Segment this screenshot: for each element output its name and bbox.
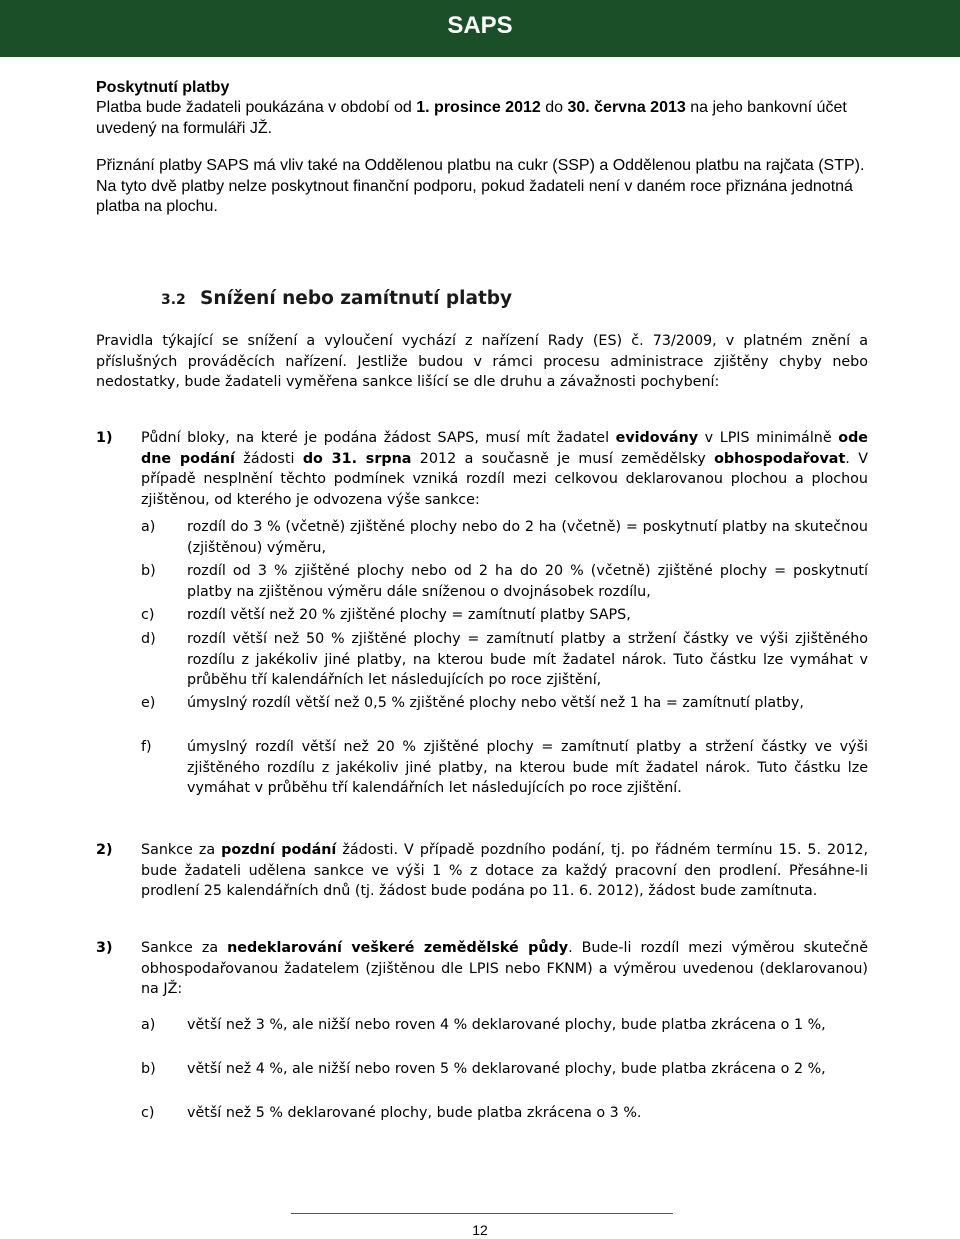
- item-3-sub-b: větší než 4 %, ale nižší nebo roven 5 % deklarované plochy, bude platba zkrácena o 2 %,: [187, 1061, 826, 1077]
- item-3-sub-a-letter: a): [141, 1017, 156, 1033]
- page-title: SAPS: [447, 12, 513, 39]
- item-3-text: Sankce za nedeklarování veškeré zemědělské půdy. Bude-li rozdíl mezi výměrou skutečně obhospodařovanou žadatelem (zjištěnou dle LPIS nebo FKNM) a výměrou uvedenou (deklarovanou) na JŽ:: [141, 940, 868, 997]
- item-1-sub-c: rozdíl větší než 20 % zjištěné plochy = zamítnutí platby SAPS,: [187, 607, 631, 623]
- item-1-sub-c-letter: c): [141, 607, 155, 623]
- item-1-sub-f: úmyslný rozdíl větší než 20 % zjištěné plochy = zamítnutí platby a stržení částky ve výši zjištěného rozdílu z jakékoliv jiné platby, na kterou bude mít žadatel nárok. Tuto částku lze vymáhat v průběhu tří kalendářních let následujících po roce zjištění.: [187, 739, 868, 796]
- header-bar: [0, 0, 960, 57]
- item-3-sub-a: větší než 3 %, ale nižší nebo roven 4 % deklarované plochy, bude platba zkrácena o 1 %,: [187, 1017, 826, 1033]
- page-number: 12: [472, 1222, 488, 1238]
- poskytnuti-heading: Poskytnutí platby: [96, 79, 230, 96]
- section-intro: Pravidla týkající se snížení a vyloučení vychází z nařízení Rady (ES) č. 73/2009, v platném znění a příslušných prováděcích nařízení. Jestliže budou v rámci procesu administrace zjištěny chyby nebo nedostatky, bude žadateli vyměřena sankce lišící se dle druhu a závažnosti pochybení:: [96, 333, 868, 390]
- poskytnuti-paragraph-1: Platba bude žadateli poukázána v období od 1. prosince 2012 do 30. června 2013 na jeho bankovní účet uvedený na formuláři JŽ.: [96, 99, 847, 137]
- item-1-sub-a: rozdíl do 3 % (včetně) zjištěné plochy nebo do 2 ha (včetně) = poskytnutí platby na skutečnou (zjištěnou) výměru,: [187, 519, 868, 556]
- item-1-sub-e-letter: e): [141, 695, 156, 711]
- item-1-sub-f-letter: f): [141, 739, 152, 755]
- item-1-sub-b: rozdíl od 3 % zjištěné plochy nebo od 2 ha do 20 % (včetně) zjištěné plochy = poskytnutí platby na zjištěnou výměru dále sníženou o dvojnásobek rozdílu,: [187, 563, 868, 600]
- item-1-sub-d-letter: d): [141, 631, 156, 647]
- section-number: 3.2: [161, 292, 186, 308]
- item-3-number: 3): [96, 940, 113, 956]
- item-1-text: Půdní bloky, na které je podána žádost SAPS, musí mít žadatel evidovány v LPIS minimálně ode dne podání žádosti do 31. srpna 2012 a současně je musí zemědělsky obhospodařovat. V případě nesplnění těchto podmínek vzniká rozdíl mezi celkovou deklarovanou plochou a plochou zjištěnou, od kterého je odvozena výše sankce:: [141, 430, 869, 508]
- item-1-sub-e: úmyslný rozdíl větší než 0,5 % zjištěné plochy nebo větší než 1 ha = zamítnutí platby,: [187, 695, 804, 711]
- item-1-number: 1): [96, 430, 113, 446]
- item-2-text: Sankce za pozdní podání žádosti. V případě pozdního podání, tj. po řádném termínu 15. 5. 2012, bude žadateli udělena sankce ve výši 1 % z dotace za každý pracovní den prodlení. Přesáhne-li prodlení 25 kalendářních dnů (tj. žádost bude podána po 11. 6. 2012), žádost bude zamítnuta.: [141, 842, 868, 899]
- item-1-sub-b-letter: b): [141, 563, 156, 579]
- item-1-sub-a-letter: a): [141, 519, 156, 535]
- item-3-sub-c-letter: c): [141, 1105, 155, 1121]
- item-3-sub-c: větší než 5 % deklarované plochy, bude platba zkrácena o 3 %.: [187, 1105, 642, 1121]
- item-3-sub-b-letter: b): [141, 1061, 156, 1077]
- poskytnuti-paragraph-2: Přiznání platby SAPS má vliv také na Oddělenou platbu na cukr (SSP) a Oddělenou platbu na rajčata (STP). Na tyto dvě platby nelze poskytnout finanční podporu, pokud žadateli není v daném roce přiznána jednotná platba na plochu.: [96, 157, 865, 215]
- item-1-sub-d: rozdíl větší než 50 % zjištěné plochy = zamítnutí platby a stržení částky ve výši zjištěného rozdílu z jakékoliv jiné platby, na kterou bude mít žadatel nárok. Tuto částku lze vymáhat v průběhu tří kalendářních let následujících po roce zjištění,: [187, 631, 868, 688]
- item-2-number: 2): [96, 842, 113, 858]
- footer-divider: [291, 1213, 673, 1214]
- section-title: Snížení nebo zamítnutí platby: [200, 288, 513, 309]
